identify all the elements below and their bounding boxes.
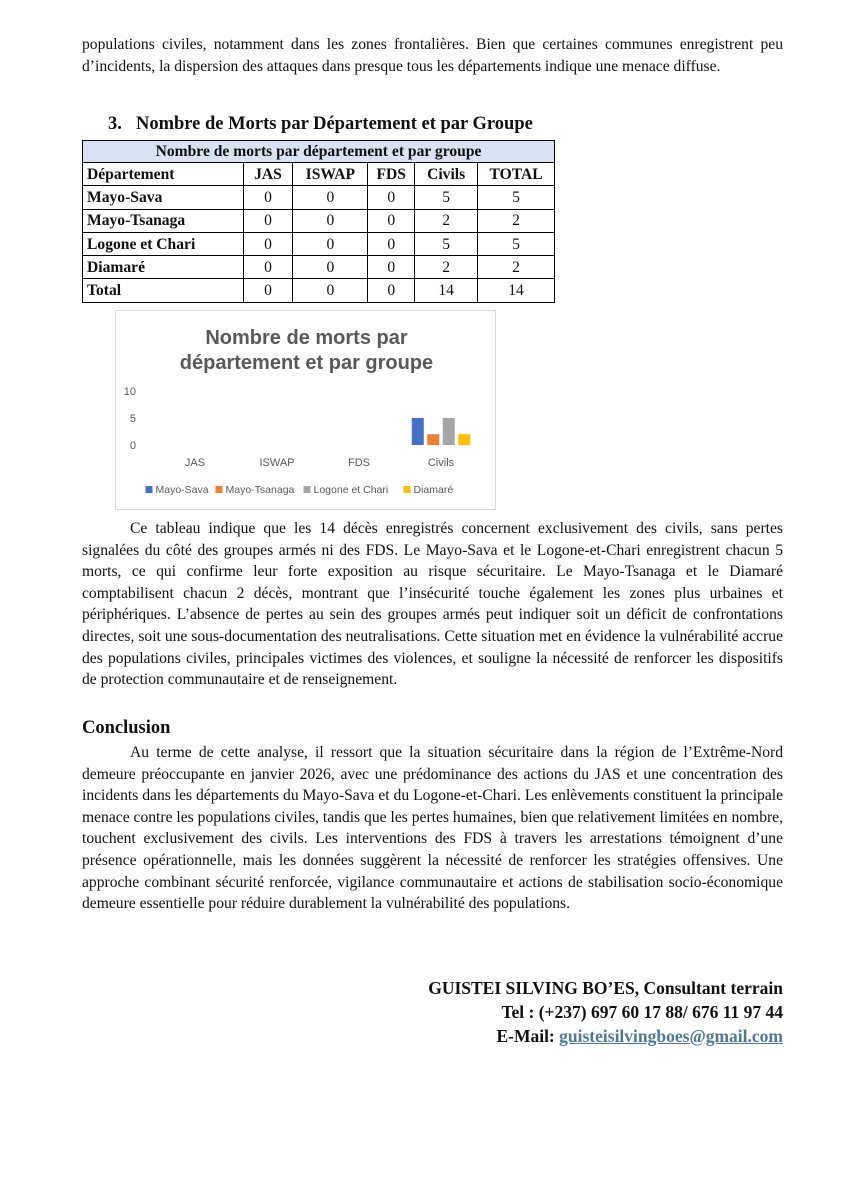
deaths-chart xyxy=(115,310,496,510)
cell-value: 0 xyxy=(368,232,415,255)
bar-diamar--civils xyxy=(458,434,470,445)
header-civils: Civils xyxy=(415,163,478,186)
conclusion-heading: Conclusion xyxy=(82,718,171,738)
table-row xyxy=(83,256,555,279)
legend-entry: Logone et Chari xyxy=(313,484,389,496)
cell-value: 2 xyxy=(415,256,478,279)
cell-value: 5 xyxy=(415,232,478,255)
chart-svg xyxy=(116,311,497,511)
x-category-label: Civils xyxy=(427,457,455,469)
legend-entry: Diamaré xyxy=(413,484,454,496)
cell-value: 0 xyxy=(243,256,293,279)
cell-value: 0 xyxy=(293,232,368,255)
cell-value: 5 xyxy=(478,232,555,255)
x-category-label: FDS xyxy=(348,457,370,469)
cell-value: 0 xyxy=(243,279,293,302)
table-row xyxy=(83,232,555,255)
header-fds: FDS xyxy=(368,163,415,186)
conclusion-paragraph: Au terme de cette analyse, il ressort que la situation sécuritaire dans la région de l’Extrême-Nord demeure préoccupante en janvier 2026, avec une prédominance des actions du JAS et une concentration des incidents dans les départements du Mayo-Sava et du Logone-et-Chari. Les enlèvements constituent la principale menace contre les populations civiles, tandis que les pertes humaines, bien que relativement limitées en nombre, touchent exclusivement des civils. Les interventions des FDS à travers les arrestations témoignent d’une présence opérationnelle, mais les données suggèrent la nécessité de renforcer les stratégies offensives. Une approche combinant sécurité renforcée, vigilance communautaire et actions de stabilisation socio-économique demeure essentielle pour réduire durablement la vulnérabilité des populations. xyxy=(82,744,783,913)
cell-value: 5 xyxy=(478,186,555,209)
cell-value: 2 xyxy=(478,256,555,279)
table-total-row xyxy=(83,279,555,302)
section-3-title: Nombre de Morts par Département et par Groupe xyxy=(136,114,533,134)
header-iswap: ISWAP xyxy=(293,163,368,186)
chart-title-line-1: Nombre de morts par xyxy=(205,327,408,349)
email-label: E-Mail: xyxy=(496,1026,560,1046)
table-row xyxy=(83,186,555,209)
cell-value: 0 xyxy=(243,232,293,255)
row-label: Mayo-Sava xyxy=(83,186,244,209)
header-departement: Département xyxy=(83,163,244,186)
signature-name: GUISTEI SILVING BO’ES, Consultant terrain xyxy=(428,978,783,998)
row-label: Mayo-Tsanaga xyxy=(83,209,244,232)
cell-value: 14 xyxy=(415,279,478,302)
cell-value: 0 xyxy=(293,209,368,232)
legend-swatch xyxy=(304,486,311,493)
table-header-row xyxy=(83,163,555,186)
signature-phone: Tel : (+237) 697 60 17 88/ 676 11 97 44 xyxy=(501,1002,783,1022)
legend-swatch xyxy=(146,486,153,493)
cell-value: 0 xyxy=(243,209,293,232)
email-link[interactable]: guisteisilvingboes@gmail.com xyxy=(559,1026,783,1046)
y-tick-label: 0 xyxy=(129,440,136,452)
bar-logone-et-chari-civils xyxy=(443,418,455,445)
signature-email-line xyxy=(496,1026,783,1047)
cell-value: 0 xyxy=(368,209,415,232)
header-jas: JAS xyxy=(243,163,293,186)
intro-paragraph: populations civiles, notamment dans les zones frontalières. Bien que certaines communes enregistrent peu d’incidents, la dispersion des attaques dans presque tous les départements indique une menace diffuse. xyxy=(82,36,783,75)
cell-value: 0 xyxy=(293,279,368,302)
row-label: Diamaré xyxy=(83,256,244,279)
table-row xyxy=(83,209,555,232)
legend-swatch xyxy=(216,486,223,493)
cell-value: 0 xyxy=(368,186,415,209)
cell-value: 2 xyxy=(415,209,478,232)
cell-value: 0 xyxy=(293,256,368,279)
cell-value: 14 xyxy=(478,279,555,302)
y-tick-label: 10 xyxy=(123,386,136,398)
cell-value: 0 xyxy=(368,279,415,302)
bar-mayo-tsanaga-civils xyxy=(427,434,439,445)
table-caption: Nombre de morts par département et par groupe xyxy=(83,141,555,163)
deaths-table xyxy=(82,140,555,303)
chart-title-line-2: département et par groupe xyxy=(179,352,434,374)
bar-mayo-sava-civils xyxy=(412,418,424,445)
cell-value: 0 xyxy=(243,186,293,209)
cell-value: 0 xyxy=(368,256,415,279)
row-label: Logone et Chari xyxy=(83,232,244,255)
y-tick-label: 5 xyxy=(129,413,136,425)
cell-value: 2 xyxy=(478,209,555,232)
legend-entry: Mayo-Sava xyxy=(155,484,209,496)
row-label: Total xyxy=(83,279,244,302)
cell-value: 0 xyxy=(293,186,368,209)
cell-value: 5 xyxy=(415,186,478,209)
header-total: TOTAL xyxy=(478,163,555,186)
legend-entry: Mayo-Tsanaga xyxy=(225,484,295,496)
x-category-label: ISWAP xyxy=(259,457,295,469)
section-3-heading xyxy=(108,114,533,135)
x-category-label: JAS xyxy=(184,457,206,469)
legend-swatch xyxy=(404,486,411,493)
analysis-paragraph: Ce tableau indique que les 14 décès enregistrés concernent exclusivement des civils, sans pertes signalées du côté des groupes armés ni des FDS. Le Mayo-Sava et le Logone-et-Chari enregistrent chacun 5 morts, ce qui confirme leur forte exposition au risque sécuritaire. Le Mayo-Tsanaga et le Diamaré comptabilisent chacun 2 décès, montrant que l’insécurité touche également les zones plus urbaines et périphériques. L’absence de pertes au sein des groupes armés peut indiquer soit un déficit de confrontations directes, soit une sous-documentation des neutralisations. Cette situation met en évidence la vulnérabilité accrue des populations civiles, principales victimes des violences, et souligne la nécessité de renforcer les dispositifs de protection communautaire et de renseignement. xyxy=(82,520,783,689)
section-3-number: 3. xyxy=(108,114,122,134)
